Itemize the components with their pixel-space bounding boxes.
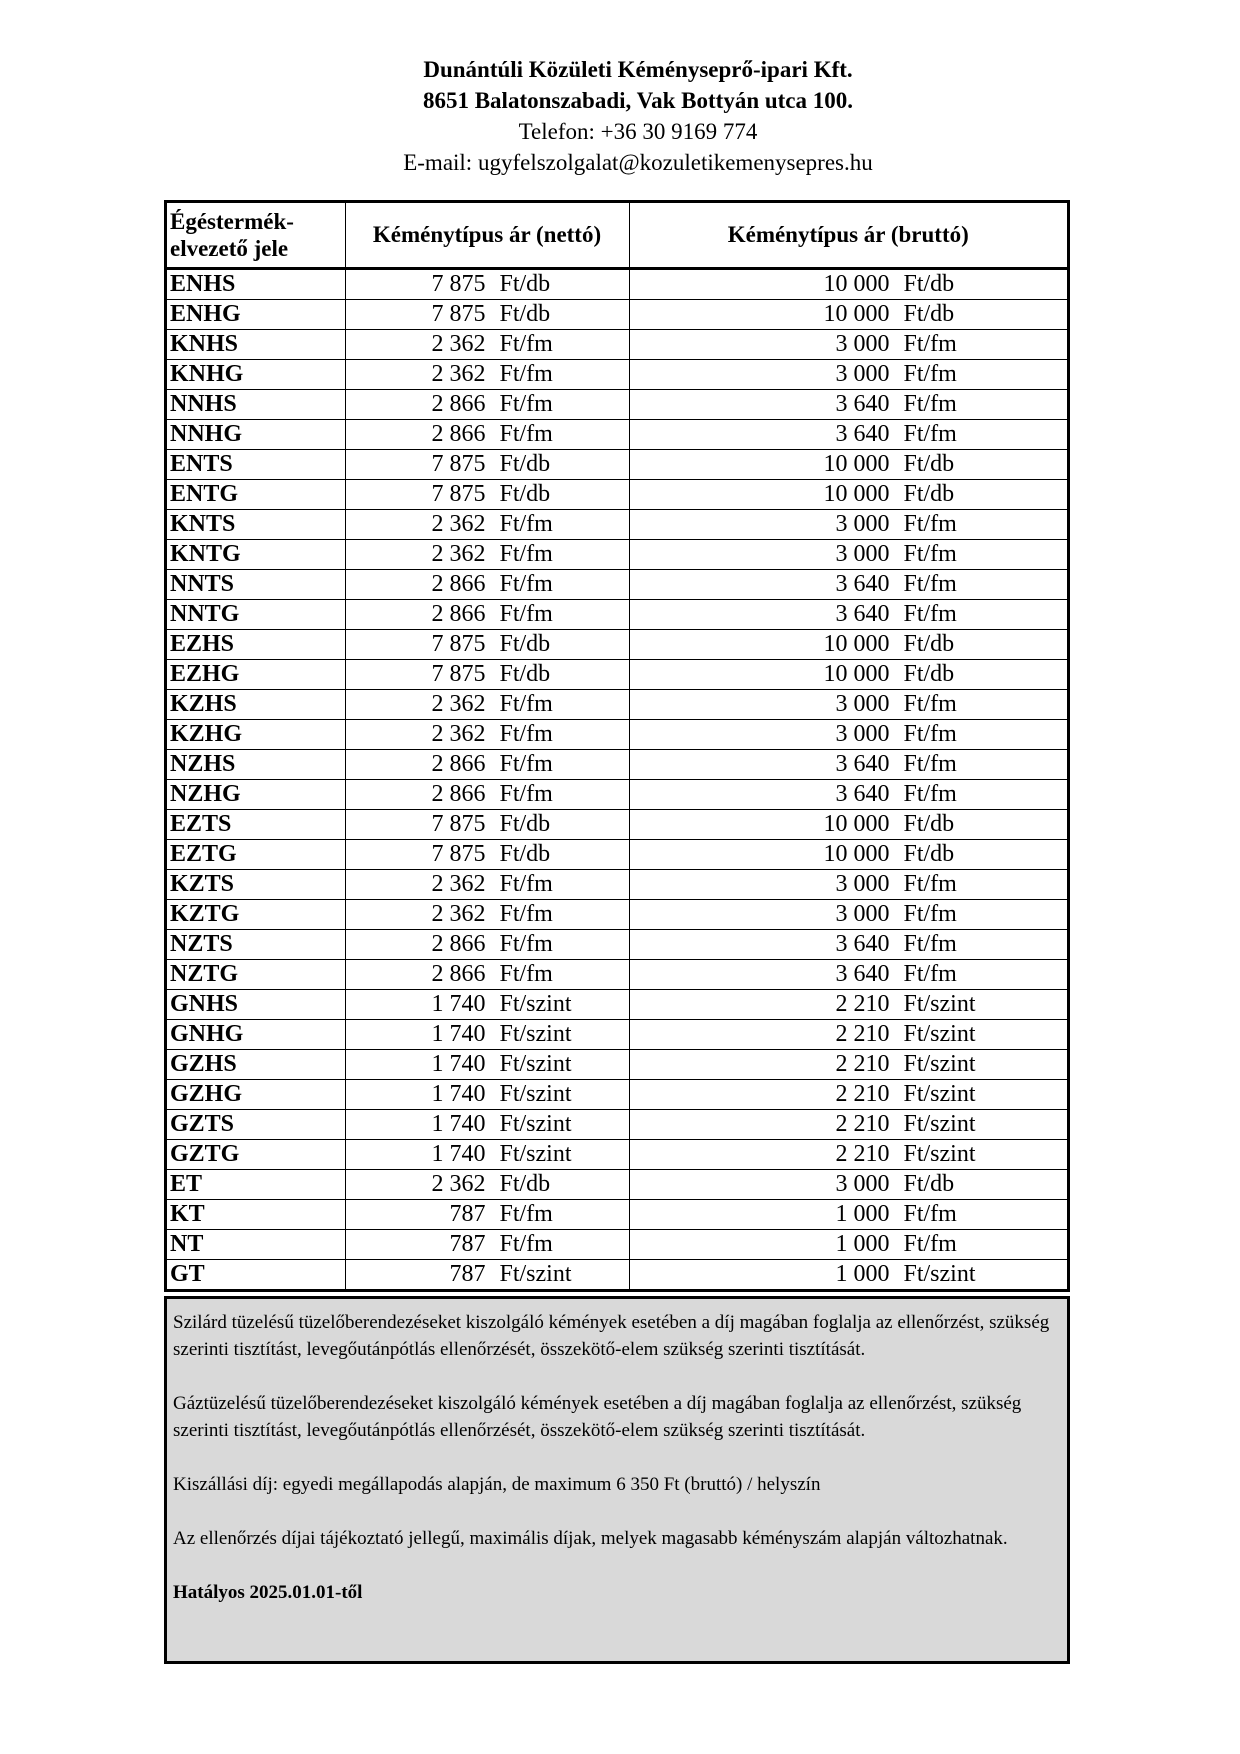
row-code: NZTG	[167, 960, 345, 990]
row-code: ENTG	[167, 480, 345, 510]
row-gross-price	[629, 1110, 1067, 1140]
net-unit: Ft/fm	[499, 541, 553, 567]
table-row	[167, 450, 1067, 480]
row-gross-price	[629, 1230, 1067, 1260]
row-gross-price	[629, 330, 1067, 360]
net-unit: Ft/db	[499, 301, 551, 327]
row-code: NZHS	[167, 750, 345, 780]
row-net-price	[345, 1260, 629, 1290]
row-net-price	[345, 360, 629, 390]
table-row	[167, 570, 1067, 600]
net-unit: Ft/fm	[499, 901, 553, 927]
net-amount: 2 362	[431, 691, 486, 717]
row-code: KZHS	[167, 690, 345, 720]
row-net-price	[345, 1110, 629, 1140]
table-row	[167, 690, 1067, 720]
net-amount: 1 740	[431, 1141, 486, 1167]
gross-amount: 10 000	[823, 481, 890, 507]
note-solid-fuel: Szilárd tüzelésű tüzelőberendezéseket kiszolgáló kémények esetében a díj magában foglalja az ellenőrzést, szükség szerinti tisztítást, levegőutánpótlás ellenőrzését, összekötő-elem szükség szerinti tisztítását.	[173, 1312, 1050, 1360]
net-unit: Ft/fm	[499, 511, 553, 537]
table-row	[167, 1170, 1067, 1200]
row-code: GT	[167, 1260, 345, 1290]
net-amount: 1 740	[431, 1051, 486, 1077]
row-code: KNHS	[167, 330, 345, 360]
table-row	[167, 840, 1067, 870]
row-net-price	[345, 1230, 629, 1260]
row-net-price	[345, 1050, 629, 1080]
note-delivery-fee: Kiszállási díj: egyedi megállapodás alapján, de maximum 6 350 Ft (bruttó) / helyszín	[173, 1474, 821, 1495]
gross-unit: Ft/szint	[903, 1261, 976, 1287]
net-amount: 2 362	[431, 721, 486, 747]
note-gas-fuel: Gáztüzelésű tüzelőberendezéseket kiszolgáló kémények esetében a díj magában foglalja az ellenőrzést, szükség szerinti tisztítást, levegőutánpótlás ellenőrzését, összekötő-elem szükség szerinti tisztítását.	[173, 1393, 1022, 1441]
row-code: GZHS	[167, 1050, 345, 1080]
company-phone: Telefon: +36 30 9169 774	[518, 119, 758, 144]
gross-amount: 2 210	[835, 1141, 890, 1167]
gross-unit: Ft/szint	[903, 1021, 976, 1047]
net-unit: Ft/fm	[499, 871, 553, 897]
net-amount: 2 362	[431, 901, 486, 927]
table-row	[167, 360, 1067, 390]
row-net-price	[345, 269, 629, 300]
gross-amount: 2 210	[835, 1081, 890, 1107]
row-gross-price	[629, 480, 1067, 510]
row-code: NZHG	[167, 780, 345, 810]
gross-amount: 3 000	[835, 871, 890, 897]
row-gross-price	[629, 1200, 1067, 1230]
net-unit: Ft/fm	[499, 1231, 553, 1257]
price-table	[167, 203, 1067, 1289]
row-code: NNTG	[167, 600, 345, 630]
net-amount: 2 362	[431, 871, 486, 897]
document-header	[0, 54, 1240, 178]
gross-amount: 2 210	[835, 991, 890, 1017]
row-net-price	[345, 690, 629, 720]
net-unit: Ft/db	[499, 451, 551, 477]
net-amount: 2 866	[431, 421, 486, 447]
row-gross-price	[629, 360, 1067, 390]
net-amount: 2 866	[431, 571, 486, 597]
row-net-price	[345, 660, 629, 690]
net-unit: Ft/db	[499, 631, 551, 657]
price-table-frame	[164, 200, 1070, 1292]
net-unit: Ft/fm	[499, 691, 553, 717]
row-net-price	[345, 480, 629, 510]
row-gross-price	[629, 390, 1067, 420]
gross-unit: Ft/fm	[903, 961, 957, 987]
net-amount: 787	[449, 1201, 486, 1227]
row-gross-price	[629, 1080, 1067, 1110]
net-amount: 787	[449, 1261, 486, 1287]
table-row	[167, 330, 1067, 360]
table-row	[167, 600, 1067, 630]
table-row	[167, 660, 1067, 690]
gross-unit: Ft/fm	[903, 391, 957, 417]
row-net-price	[345, 300, 629, 330]
gross-unit: Ft/fm	[903, 331, 957, 357]
table-row	[167, 269, 1067, 300]
gross-amount: 10 000	[823, 301, 890, 327]
gross-unit: Ft/fm	[903, 511, 957, 537]
column-header-gross: Kéménytípus ár (bruttó)	[629, 203, 1067, 269]
row-gross-price	[629, 1170, 1067, 1200]
gross-unit: Ft/db	[903, 811, 955, 837]
row-code: EZHG	[167, 660, 345, 690]
gross-unit: Ft/fm	[903, 691, 957, 717]
row-gross-price	[629, 810, 1067, 840]
net-unit: Ft/fm	[499, 781, 553, 807]
gross-amount: 3 640	[835, 931, 890, 957]
gross-unit: Ft/fm	[903, 421, 957, 447]
table-row	[167, 870, 1067, 900]
net-unit: Ft/szint	[499, 991, 572, 1017]
net-unit: Ft/fm	[499, 751, 553, 777]
row-net-price	[345, 1140, 629, 1170]
row-net-price	[345, 810, 629, 840]
row-code: EZTG	[167, 840, 345, 870]
table-row	[167, 930, 1067, 960]
row-code: NNHS	[167, 390, 345, 420]
row-net-price	[345, 840, 629, 870]
row-gross-price	[629, 1140, 1067, 1170]
gross-amount: 3 000	[835, 511, 890, 537]
row-code: GNHS	[167, 990, 345, 1020]
gross-unit: Ft/fm	[903, 361, 957, 387]
net-amount: 7 875	[431, 301, 486, 327]
net-unit: Ft/db	[499, 841, 551, 867]
gross-unit: Ft/szint	[903, 991, 976, 1017]
row-gross-price	[629, 990, 1067, 1020]
gross-amount: 10 000	[823, 631, 890, 657]
net-amount: 1 740	[431, 991, 486, 1017]
row-net-price	[345, 330, 629, 360]
row-code: ENHG	[167, 300, 345, 330]
row-gross-price	[629, 690, 1067, 720]
gross-amount: 3 000	[835, 331, 890, 357]
table-row	[167, 1140, 1067, 1170]
gross-unit: Ft/fm	[903, 571, 957, 597]
row-net-price	[345, 420, 629, 450]
column-header-net: Kéménytípus ár (nettó)	[345, 203, 629, 269]
net-unit: Ft/fm	[499, 391, 553, 417]
net-amount: 2 362	[431, 541, 486, 567]
row-code: KZTG	[167, 900, 345, 930]
row-code: EZTS	[167, 810, 345, 840]
table-row	[167, 1260, 1067, 1290]
gross-unit: Ft/fm	[903, 601, 957, 627]
gross-amount: 2 210	[835, 1051, 890, 1077]
net-amount: 2 866	[431, 391, 486, 417]
company-name: Dunántúli Közületi Kéményseprő-ipari Kft.	[423, 57, 853, 82]
row-gross-price	[629, 540, 1067, 570]
table-row	[167, 720, 1067, 750]
net-unit: Ft/fm	[499, 361, 553, 387]
table-row	[167, 480, 1067, 510]
net-unit: Ft/szint	[499, 1141, 572, 1167]
table-header-row	[167, 203, 1067, 269]
table-row	[167, 390, 1067, 420]
row-code: KZHG	[167, 720, 345, 750]
row-net-price	[345, 720, 629, 750]
row-net-price	[345, 630, 629, 660]
net-unit: Ft/db	[499, 481, 551, 507]
net-amount: 2 866	[431, 781, 486, 807]
gross-amount: 3 640	[835, 961, 890, 987]
table-row	[167, 990, 1067, 1020]
row-net-price	[345, 600, 629, 630]
table-row	[167, 510, 1067, 540]
row-code: ET	[167, 1170, 345, 1200]
gross-amount: 2 210	[835, 1021, 890, 1047]
row-code: GZTG	[167, 1140, 345, 1170]
table-row	[167, 900, 1067, 930]
gross-amount: 3 640	[835, 751, 890, 777]
gross-unit: Ft/fm	[903, 721, 957, 747]
gross-amount: 1 000	[835, 1261, 890, 1287]
gross-amount: 3 000	[835, 721, 890, 747]
net-unit: Ft/fm	[499, 571, 553, 597]
gross-unit: Ft/fm	[903, 1201, 957, 1227]
row-code: GZHG	[167, 1080, 345, 1110]
net-unit: Ft/fm	[499, 1201, 553, 1227]
table-body	[167, 269, 1067, 1290]
net-unit: Ft/db	[499, 271, 551, 297]
row-code: KZTS	[167, 870, 345, 900]
row-gross-price	[629, 840, 1067, 870]
row-gross-price	[629, 300, 1067, 330]
net-unit: Ft/fm	[499, 721, 553, 747]
row-gross-price	[629, 960, 1067, 990]
net-unit: Ft/fm	[499, 961, 553, 987]
row-gross-price	[629, 510, 1067, 540]
note-disclaimer: Az ellenőrzés díjai tájékoztató jellegű, maximális díjak, melyek magasabb kéményszám alapján változhatnak.	[173, 1528, 1008, 1549]
row-net-price	[345, 1080, 629, 1110]
row-net-price	[345, 1020, 629, 1050]
gross-amount: 10 000	[823, 841, 890, 867]
gross-amount: 3 000	[835, 901, 890, 927]
gross-unit: Ft/fm	[903, 751, 957, 777]
row-gross-price	[629, 870, 1067, 900]
table-row	[167, 810, 1067, 840]
table-row	[167, 1080, 1067, 1110]
gross-amount: 10 000	[823, 661, 890, 687]
row-gross-price	[629, 1260, 1067, 1290]
table-row	[167, 1050, 1067, 1080]
table-row	[167, 780, 1067, 810]
row-gross-price	[629, 930, 1067, 960]
gross-unit: Ft/db	[903, 271, 955, 297]
row-net-price	[345, 510, 629, 540]
row-code: KNHG	[167, 360, 345, 390]
row-code: KNTG	[167, 540, 345, 570]
note-effective-date: Hatályos 2025.01.01-től	[173, 1582, 363, 1603]
row-gross-price	[629, 900, 1067, 930]
gross-amount: 10 000	[823, 451, 890, 477]
gross-unit: Ft/db	[903, 451, 955, 477]
row-net-price	[345, 390, 629, 420]
table-row	[167, 1110, 1067, 1140]
company-address: 8651 Balatonszabadi, Vak Bottyán utca 100.	[422, 88, 854, 113]
gross-unit: Ft/fm	[903, 931, 957, 957]
company-email: E-mail: ugyfelszolgalat@kozuletikemenysepres.hu	[403, 150, 873, 175]
net-amount: 7 875	[431, 481, 486, 507]
gross-amount: 1 000	[835, 1201, 890, 1227]
net-unit: Ft/szint	[499, 1261, 572, 1287]
gross-amount: 1 000	[835, 1231, 890, 1257]
row-gross-price	[629, 720, 1067, 750]
gross-unit: Ft/fm	[903, 781, 957, 807]
row-net-price	[345, 900, 629, 930]
net-amount: 2 362	[431, 361, 486, 387]
net-amount: 1 740	[431, 1021, 486, 1047]
gross-unit: Ft/fm	[903, 541, 957, 567]
net-amount: 2 866	[431, 931, 486, 957]
row-gross-price	[629, 1020, 1067, 1050]
net-amount: 7 875	[431, 811, 486, 837]
net-unit: Ft/fm	[499, 331, 553, 357]
net-amount: 7 875	[431, 841, 486, 867]
row-gross-price	[629, 780, 1067, 810]
gross-unit: Ft/db	[903, 1171, 955, 1197]
row-gross-price	[629, 570, 1067, 600]
gross-amount: 3 640	[835, 421, 890, 447]
table-row	[167, 1200, 1067, 1230]
table-row	[167, 630, 1067, 660]
row-net-price	[345, 960, 629, 990]
net-amount: 7 875	[431, 661, 486, 687]
table-row	[167, 1230, 1067, 1260]
row-code: NZTS	[167, 930, 345, 960]
row-gross-price	[629, 600, 1067, 630]
row-net-price	[345, 990, 629, 1020]
row-net-price	[345, 750, 629, 780]
net-amount: 1 740	[431, 1081, 486, 1107]
row-gross-price	[629, 630, 1067, 660]
row-code: EZHS	[167, 630, 345, 660]
net-unit: Ft/szint	[499, 1111, 572, 1137]
gross-unit: Ft/db	[903, 631, 955, 657]
row-code: ENHS	[167, 269, 345, 300]
gross-unit: Ft/szint	[903, 1051, 976, 1077]
net-unit: Ft/szint	[499, 1051, 572, 1077]
row-gross-price	[629, 420, 1067, 450]
net-unit: Ft/db	[499, 811, 551, 837]
gross-unit: Ft/fm	[903, 1231, 957, 1257]
gross-amount: 10 000	[823, 271, 890, 297]
gross-amount: 3 640	[835, 601, 890, 627]
row-gross-price	[629, 1050, 1067, 1080]
gross-amount: 3 640	[835, 571, 890, 597]
gross-unit: Ft/fm	[903, 901, 957, 927]
row-net-price	[345, 780, 629, 810]
table-row	[167, 750, 1067, 780]
gross-amount: 3 000	[835, 541, 890, 567]
notes-box	[164, 1296, 1070, 1664]
gross-amount: 10 000	[823, 811, 890, 837]
row-gross-price	[629, 750, 1067, 780]
net-amount: 7 875	[431, 631, 486, 657]
row-net-price	[345, 870, 629, 900]
table-row	[167, 420, 1067, 450]
net-amount: 2 362	[431, 331, 486, 357]
net-unit: Ft/fm	[499, 931, 553, 957]
gross-unit: Ft/db	[903, 301, 955, 327]
row-net-price	[345, 450, 629, 480]
row-code: KT	[167, 1200, 345, 1230]
net-unit: Ft/fm	[499, 601, 553, 627]
row-gross-price	[629, 450, 1067, 480]
gross-unit: Ft/db	[903, 661, 955, 687]
net-unit: Ft/fm	[499, 421, 553, 447]
net-unit: Ft/szint	[499, 1021, 572, 1047]
row-net-price	[345, 1200, 629, 1230]
net-amount: 787	[449, 1231, 486, 1257]
net-unit: Ft/db	[499, 661, 551, 687]
row-code: GZTS	[167, 1110, 345, 1140]
net-unit: Ft/szint	[499, 1081, 572, 1107]
row-code: KNTS	[167, 510, 345, 540]
row-code: ENTS	[167, 450, 345, 480]
gross-amount: 3 640	[835, 391, 890, 417]
net-amount: 1 740	[431, 1111, 486, 1137]
row-code: NT	[167, 1230, 345, 1260]
table-row	[167, 1020, 1067, 1050]
gross-amount: 3 000	[835, 361, 890, 387]
gross-unit: Ft/db	[903, 841, 955, 867]
table-row	[167, 540, 1067, 570]
gross-unit: Ft/szint	[903, 1111, 976, 1137]
row-code: GNHG	[167, 1020, 345, 1050]
net-amount: 7 875	[431, 271, 486, 297]
row-code: NNTS	[167, 570, 345, 600]
row-net-price	[345, 930, 629, 960]
table-row	[167, 300, 1067, 330]
row-net-price	[345, 540, 629, 570]
net-unit: Ft/db	[499, 1171, 551, 1197]
gross-amount: 3 000	[835, 691, 890, 717]
gross-unit: Ft/db	[903, 481, 955, 507]
row-gross-price	[629, 269, 1067, 300]
gross-unit: Ft/szint	[903, 1141, 976, 1167]
row-code: NNHG	[167, 420, 345, 450]
net-amount: 2 866	[431, 961, 486, 987]
gross-unit: Ft/fm	[903, 871, 957, 897]
gross-amount: 2 210	[835, 1111, 890, 1137]
net-amount: 2 866	[431, 601, 486, 627]
gross-amount: 3 000	[835, 1171, 890, 1197]
row-gross-price	[629, 660, 1067, 690]
row-net-price	[345, 1170, 629, 1200]
gross-amount: 3 640	[835, 781, 890, 807]
column-header-code: Égéstermék-elvezető jele	[167, 203, 345, 269]
table-row	[167, 960, 1067, 990]
net-amount: 2 362	[431, 1171, 486, 1197]
row-net-price	[345, 570, 629, 600]
net-amount: 2 362	[431, 511, 486, 537]
gross-unit: Ft/szint	[903, 1081, 976, 1107]
net-amount: 7 875	[431, 451, 486, 477]
net-amount: 2 866	[431, 751, 486, 777]
